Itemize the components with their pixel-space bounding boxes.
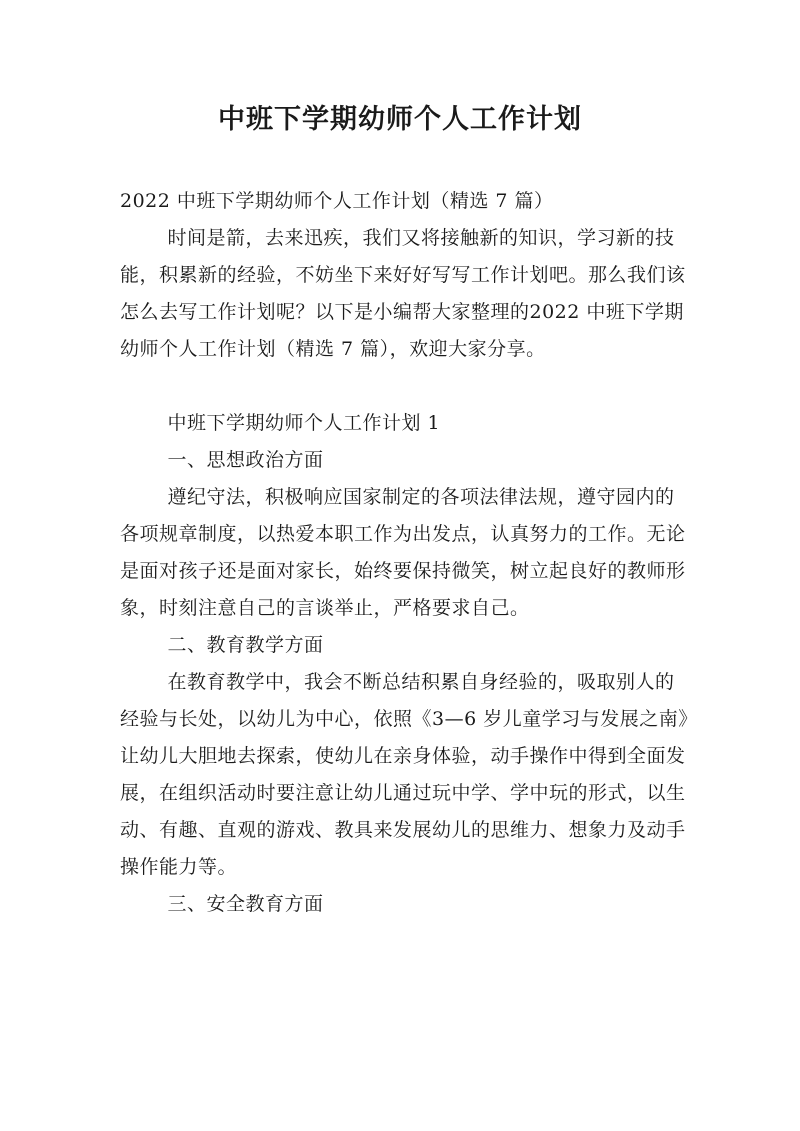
- section-title: 中班下学期幼师个人工作计划 1: [167, 412, 441, 434]
- heading-teaching: 二、教育教学方面: [167, 634, 324, 656]
- intro-paragraph: 时间是箭，去来迅疾，我们又将接触新的知识，学习新的技能，积累新的经验，不妨坐下来好好写写工作计划吧。那么我们该怎么去写工作计划呢？以下是小编帮大家整理的2022 中班下学期幼师个人工作计划（精选 7 篇），欢迎大家分享。: [120, 227, 686, 360]
- paragraph-politics: 遵纪守法，积极响应国家制定的各项法律法规，遵守园内的各项规章制度，以热爱本职工作为出发点，认真努力的工作。无论是面对孩子还是面对家长，始终要保持微笑，树立起良好的教师形象，时刻注意自己的言谈举止，严格要求自己。: [120, 486, 686, 619]
- subtitle: 2022 中班下学期幼师个人工作计划（精选 7 篇）: [120, 190, 554, 212]
- spacer: [120, 368, 690, 405]
- document-title: 中班下学期幼师个人工作计划: [218, 104, 582, 135]
- paragraph-teaching: 在教育教学中，我会不断总结积累自身经验的，吸取别人的经验与长处，以幼儿为中心，依照《3—6 岁儿童学习与发展之南》让幼儿大胆地去探索，使幼儿在亲身体验，动手操作中得到全面发展，在组织活动时要注意让幼儿通过玩中学、学中玩的形式，以生动、有趣、直观的游戏、教具来发展幼儿的思维力、想象力及动手操作能力等。: [120, 671, 689, 878]
- document-body: [120, 183, 690, 923]
- heading-safety: 三、安全教育方面: [167, 893, 324, 915]
- heading-politics: 一、思想政治方面: [167, 449, 324, 471]
